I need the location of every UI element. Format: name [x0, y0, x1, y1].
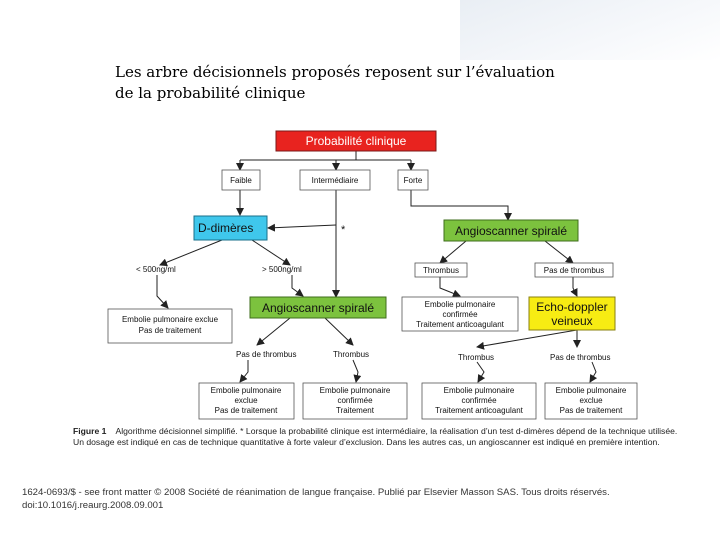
asterisk-note: * — [341, 224, 346, 236]
embolie-confirmee-right-line-3: Traitement anticoagulant — [416, 320, 504, 329]
figure-caption — [73, 426, 678, 448]
bottom-outcome-1-line-1: Embolie pulmonaire — [210, 386, 282, 395]
faible-label: Faible — [230, 176, 252, 185]
lt500-label: < 500ng/ml — [136, 265, 176, 274]
embolie-confirmee-right-line-1: Embolie pulmonaire — [424, 300, 496, 309]
bottom-outcome-4-line-2: exclue — [579, 396, 603, 405]
pas-thrombus-right-label: Pas de thrombus — [543, 266, 605, 275]
bottom-outcome-3-line-2: confirmée — [461, 396, 497, 405]
bottom-outcome-2-line-3: Traitement — [336, 406, 374, 415]
figure-label: Figure 1 — [73, 426, 107, 436]
figure-caption-text: Algorithme décisionnel simplifié. * Lorsque la probabilité clinique est intermédiaire, la réalisation d’un test d-dimères dépend de la technique utilisée. Un dosage est indiqué en cas de technique quantitative à forte valeur d’exclusion. Dans les autres cas, un angioscanner est indiqué en première intention. — [73, 426, 678, 447]
embolie-confirmee-right-line-2: confirmée — [442, 310, 478, 319]
pas-thrombus-echo-label: Pas de thrombus — [550, 353, 611, 362]
bottom-outcome-4-line-1: Embolie pulmonaire — [555, 386, 627, 395]
footer-doi: doi:10.1016/j.reaurg.2008.09.001 — [22, 500, 164, 511]
footer-copyright: 1624-0693/$ - see front matter © 2008 Société de réanimation de langue française. Publié par Elsevier Masson SAS. Tous droits réservés. — [22, 487, 610, 498]
bottom-outcome-3-line-3: Traitement anticoagulant — [435, 406, 523, 415]
thrombus-right-label: Thrombus — [422, 266, 460, 275]
probabilite-clinique-label: Probabilité clinique — [305, 134, 407, 148]
forte-label: Forte — [403, 176, 423, 185]
bottom-outcome-1-line-2: exclue — [234, 396, 258, 405]
slide-title-line-2: de la probabilité clinique — [115, 84, 306, 102]
copyright-footer — [22, 486, 712, 512]
d-dimeres-label: D-dimères — [198, 221, 254, 235]
echo-doppler-line-1: Echo-doppler — [536, 300, 608, 314]
left-outcome-line-2: Pas de traitement — [138, 326, 202, 335]
intermediaire-label: Intermédiaire — [311, 176, 359, 185]
bottom-outcome-4-line-3: Pas de traitement — [559, 406, 623, 415]
angioscanner-right-label: Angioscanner spiralé — [454, 224, 568, 238]
bottom-outcome-2-line-1: Embolie pulmonaire — [319, 386, 391, 395]
bottom-outcome-3-line-1: Embolie pulmonaire — [443, 386, 515, 395]
slide-title-line-1: Les arbre décisionnels proposés reposent sur l’évaluation — [115, 63, 555, 81]
bottom-outcome-2-line-2: confirmée — [337, 396, 373, 405]
bottom-outcome-1-line-3: Pas de traitement — [214, 406, 278, 415]
echo-doppler-line-2: veineux — [551, 314, 593, 328]
gt500-label: > 500ng/ml — [262, 265, 302, 274]
thrombus-center-label: Thrombus — [333, 350, 370, 359]
left-outcome-line-1: Embolie pulmonaire exclue — [121, 315, 219, 324]
angioscanner-center-label: Angioscanner spiralé — [261, 301, 375, 315]
thrombus-echo-label: Thrombus — [458, 353, 495, 362]
pas-thrombus-center-label: Pas de thrombus — [236, 350, 297, 359]
